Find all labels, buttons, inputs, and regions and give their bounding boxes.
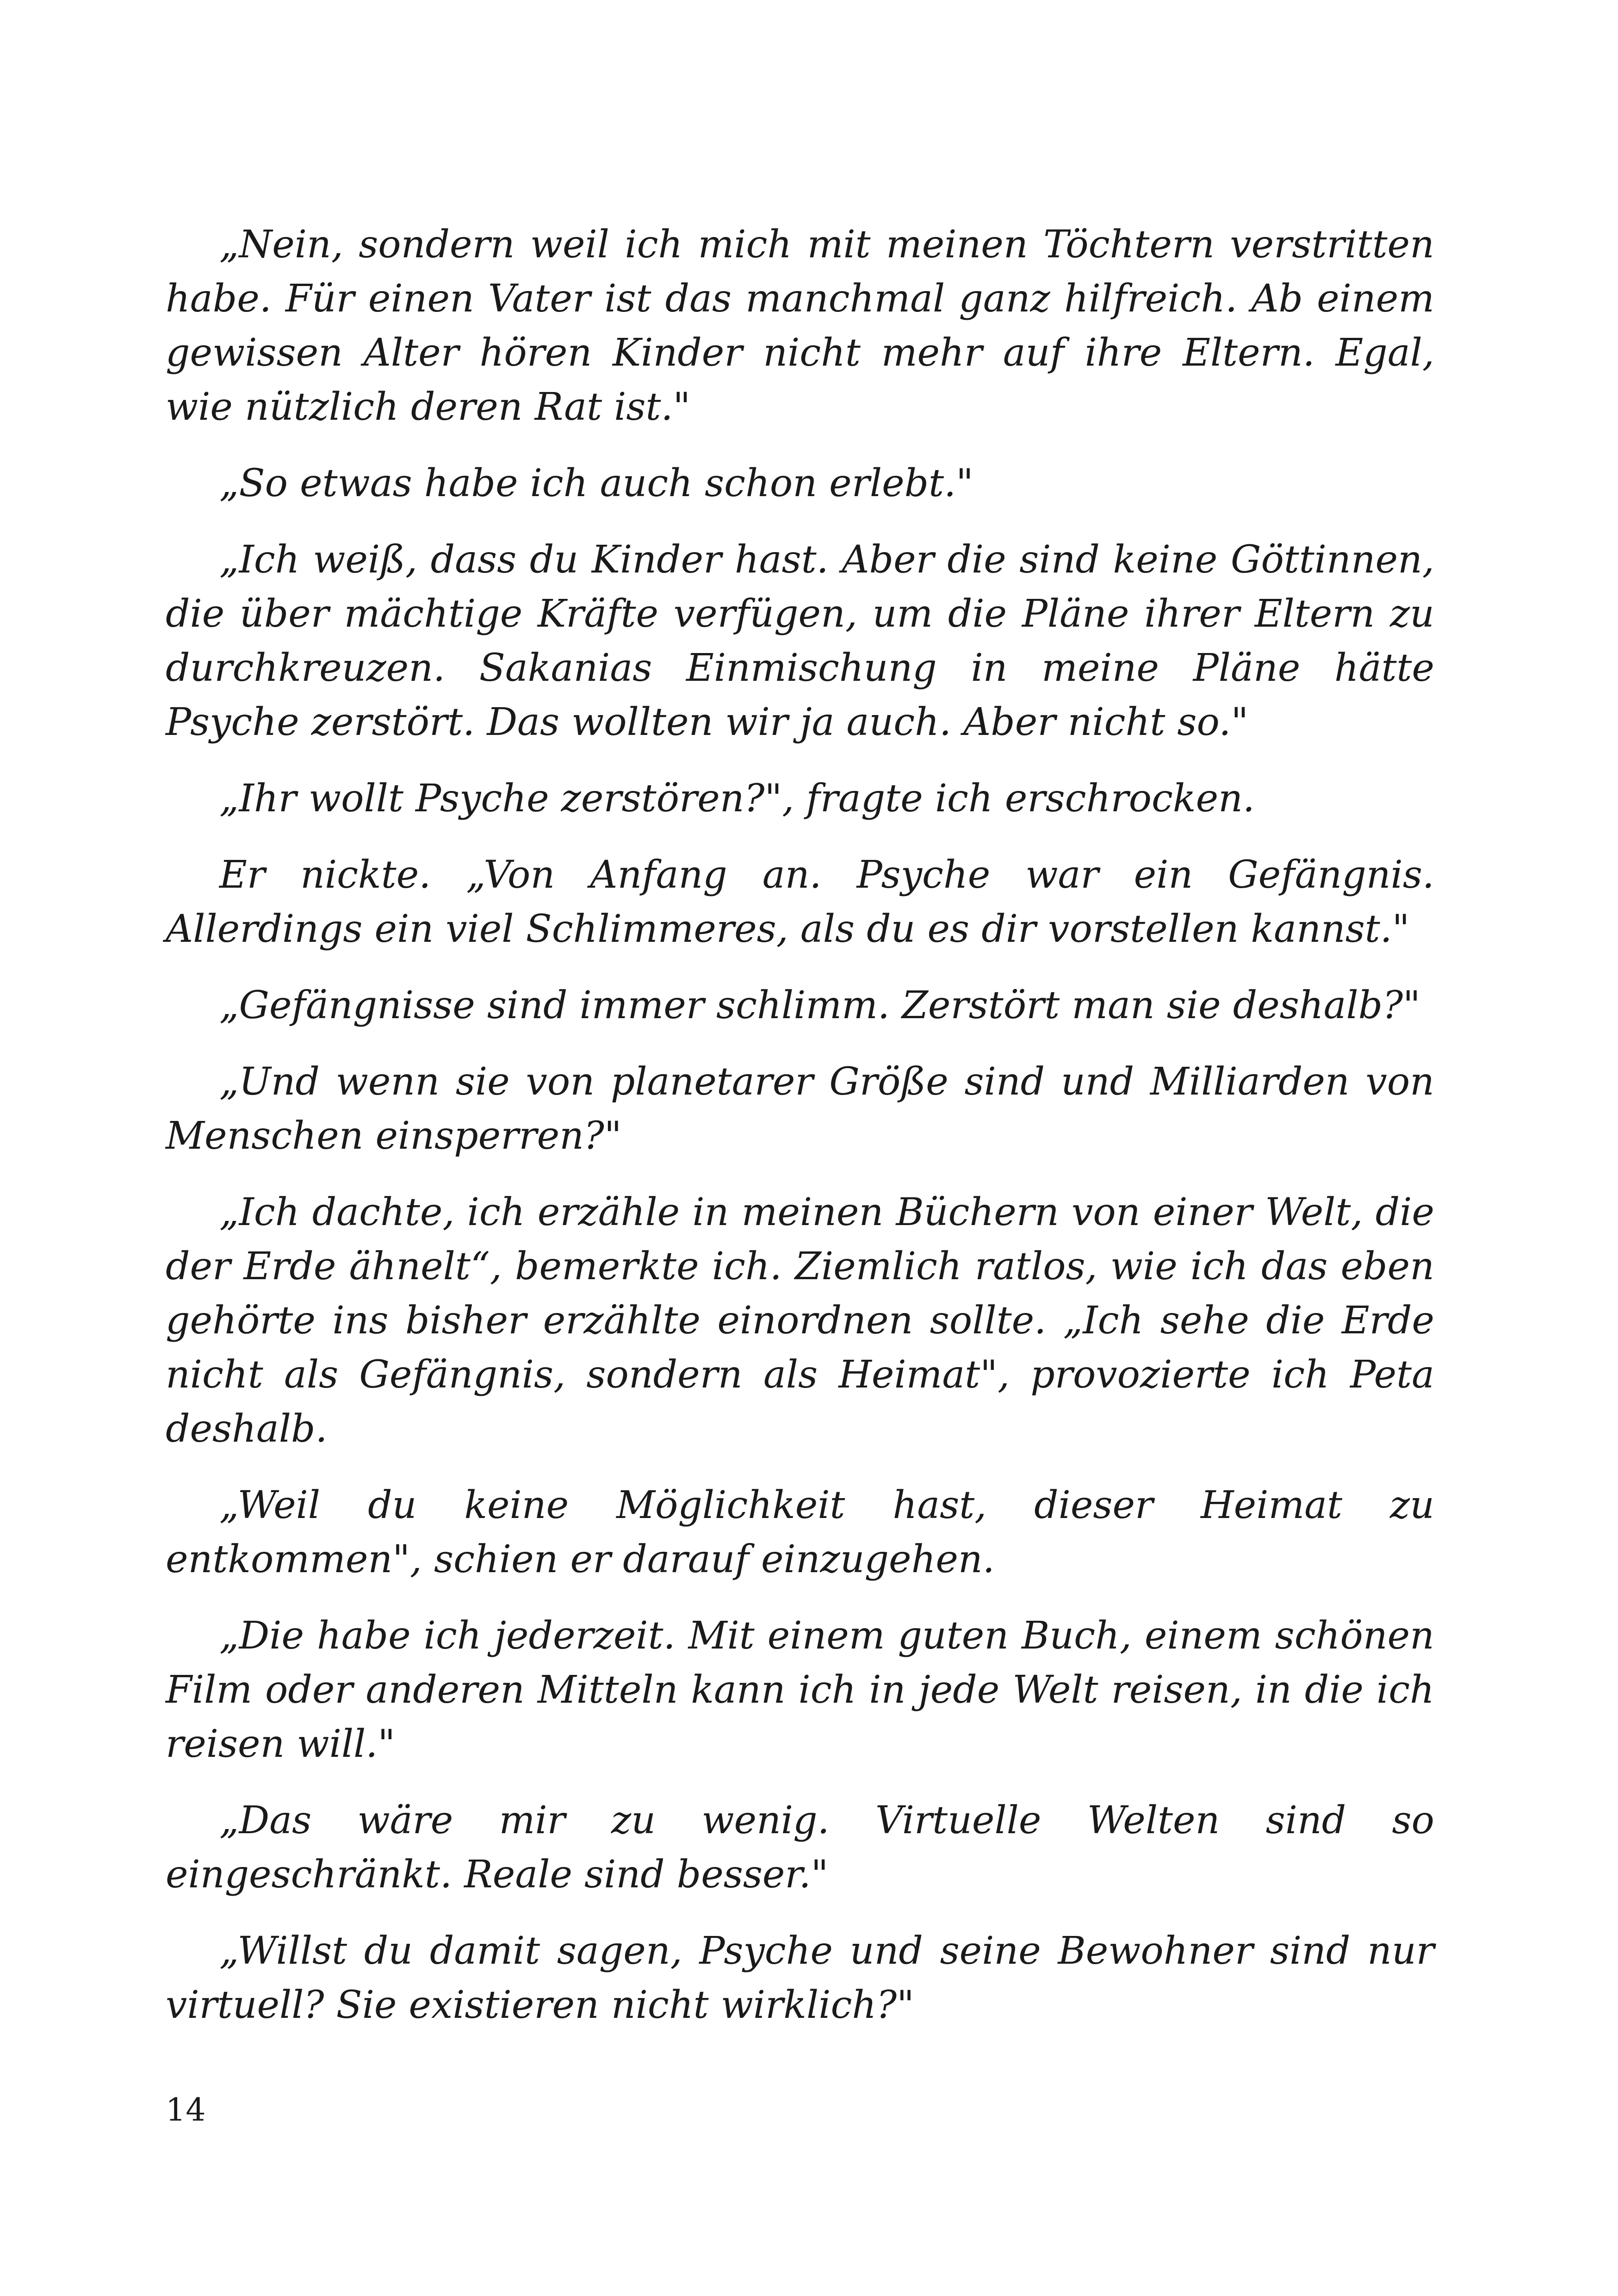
paragraph: „Ich dachte, ich erzähle in meinen Büchern von einer Welt, die der Erde ähnelt“, bemerkte ich. Ziemlich ratlos, wie ich das eben gehörte ins bisher erzählte einordnen sollte. „Ich sehe die Erde nicht als Gefängnis, sondern als Heimat", provozierte ich Peta deshalb. [166,1190,1434,1451]
paragraph: „Gefängnisse sind immer schlimm. Zerstört man sie deshalb?" [219,983,1420,1027]
paragraph: „Nein, sondern weil ich mich mit meinen Töchtern verstritten habe. Für einen Vater ist das manchmal ganz hilfreich. Ab einem gewissen Alter hören Kinder nicht mehr auf ihre Eltern. Egal, wie nützlich deren Rat ist." [166,223,1434,429]
paragraph: „Ich weiß, dass du Kinder hast. Aber die sind keine Göttinnen, die über mächtige Kräfte verfügen, um die Pläne ihrer Eltern zu durchkreuzen. Sakanias Einmischung in meine Pläne hätte Psyche zerstört. Das wollten wir ja auch. Aber nicht so." [166,538,1434,744]
paragraph: „Weil du keine Möglichkeit hast, dieser Heimat zu entkommen", schien er darauf einzugehen. [166,1483,1434,1581]
paragraph: „Willst du damit sagen, Psyche und seine Bewohner sind nur virtuell? Sie existieren nicht wirklich?" [166,1929,1434,2027]
paragraph: „Die habe ich jederzeit. Mit einem guten Buch, einem schönen Film oder anderen Mitteln kann ich in jede Welt reisen, in die ich reisen will." [166,1614,1434,1766]
paragraph: „Das wäre mir zu wenig. Virtuelle Welten sind so eingeschränkt. Reale sind besser." [166,1798,1434,1897]
paragraph: „So etwas habe ich auch schon erlebt." [219,461,973,505]
paragraph: Er nickte. „Von Anfang an. Psyche war ein Gefängnis. Allerdings ein viel Schlimmeres, als du es dir vorstellen kannst." [166,853,1434,951]
paragraph: „Und wenn sie von planetarer Größe sind und Milliarden von Menschen einsperren?" [166,1060,1434,1158]
page-number: 14 [166,2092,206,2128]
paragraph: „Ihr wollt Psyche zerstören?", fragte ich erschrocken. [219,777,1255,821]
body-text [166,218,1434,2054]
